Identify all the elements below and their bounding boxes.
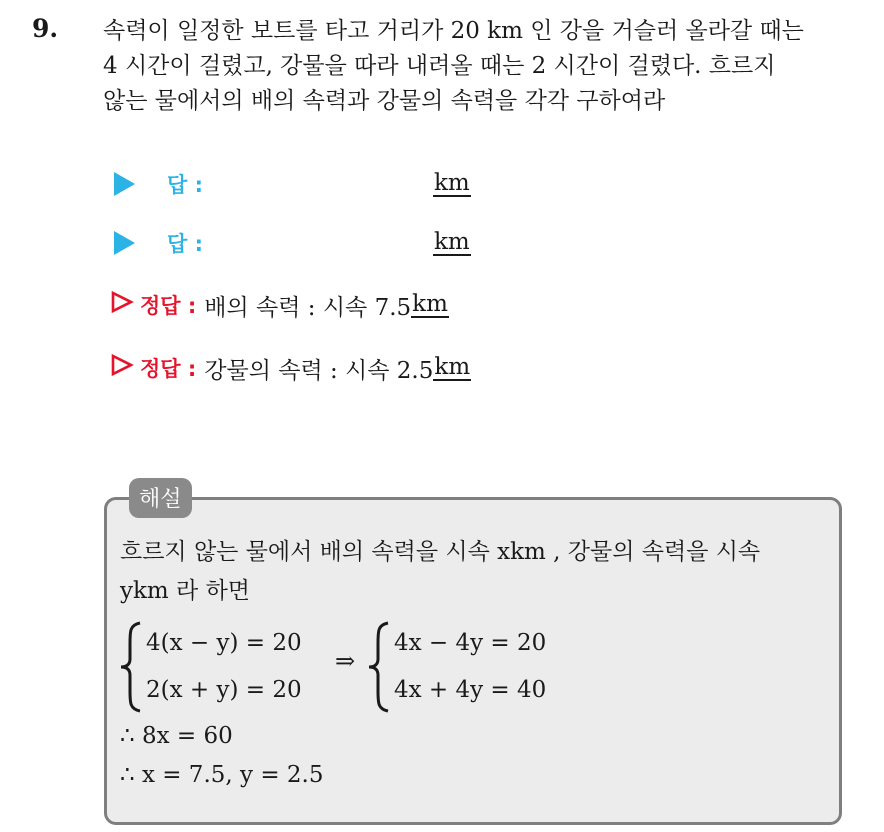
play-triangle-icon <box>114 172 135 196</box>
correct-row-2 <box>110 348 471 388</box>
equation-right-2: 4x + 4y = 40 <box>394 677 547 703</box>
outline-triangle-icon <box>110 290 134 320</box>
solution-step-2: ∴ x = 7.5, y = 2.5 <box>120 762 324 788</box>
answer-label: 답 : <box>167 173 203 197</box>
equation-right-1: 4x − 4y = 20 <box>394 630 547 656</box>
answer-row-1 <box>110 164 471 204</box>
correct-text: 배의 속력 : 시속 7.5 <box>204 294 412 321</box>
correct-unit: km <box>434 354 471 380</box>
play-triangle-icon <box>114 231 135 255</box>
equation-system-left <box>118 620 302 714</box>
outline-triangle-icon <box>110 353 134 383</box>
solution-step-1: ∴ 8x = 60 <box>120 723 233 749</box>
left-brace-icon <box>366 621 394 713</box>
question-line-3: 않는 물에서의 배의 속력과 강물의 속력을 각각 구하여라 <box>103 88 666 114</box>
correct-label: 정답 : <box>140 357 197 381</box>
equation-left-2: 2(x + y) = 20 <box>146 677 302 703</box>
equation-left-1: 4(x − y) = 20 <box>146 630 302 656</box>
correct-unit: km <box>412 291 448 317</box>
equation-system-right <box>366 620 546 714</box>
correct-row-1 <box>110 285 449 325</box>
correct-text: 강물의 속력 : 시속 2.5 <box>204 357 434 384</box>
question-line-1: 속력이 일정한 보트를 타고 거리가 20 km 인 강을 거슬러 올라갈 때는 <box>103 18 804 44</box>
question-line-2: 4 시간이 걸렸고, 강물을 따라 내려올 때는 2 시간이 걸렸다. 흐르지 <box>103 53 776 79</box>
left-brace-icon <box>118 621 146 713</box>
answer-unit: km <box>434 229 470 255</box>
solution-line-2: ykm 라 하면 <box>120 578 251 604</box>
answer-label: 답 : <box>167 232 203 256</box>
answer-unit: km <box>434 170 470 196</box>
implies-arrow: ⇒ <box>335 647 356 675</box>
correct-label: 정답 : <box>140 294 197 318</box>
answer-row-2 <box>110 223 471 263</box>
solution-line-1: 흐르지 않는 물에서 배의 속력을 시속 xkm , 강물의 속력을 시속 <box>120 539 761 565</box>
solution-tag: 해설 <box>129 478 192 518</box>
question-text <box>103 14 863 119</box>
question-number: 9. <box>32 14 59 43</box>
